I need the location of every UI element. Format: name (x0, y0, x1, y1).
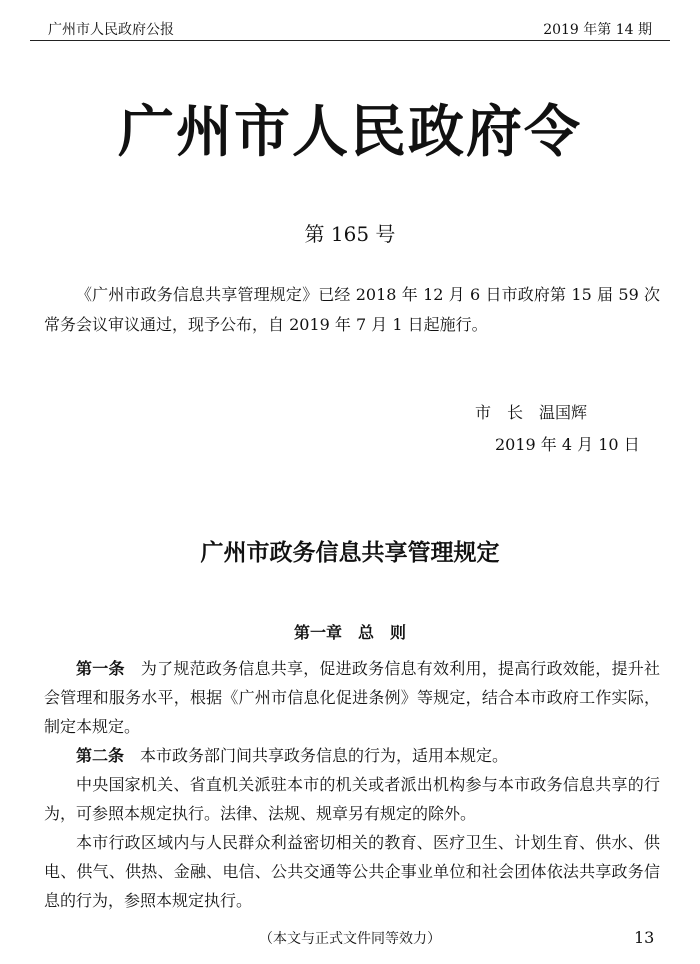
chapter-heading: 第一章 总 则 (293, 623, 406, 642)
article-label: 第二条 (76, 746, 125, 765)
article-text: 本市政务部门间共享政务信息的行为，适用本规定。 (140, 746, 509, 765)
decree-number: 第 165 号 (304, 222, 396, 246)
regulation-title: 广州市政务信息共享管理规定 (200, 540, 500, 566)
article-text: 中央国家机关、省直机关派驻本市的机关或者派出机构参与本市政务信息共享的行为，可参照本规定执行。法律、法规、规章另有规定的除外。 (44, 775, 660, 823)
article-paragraph (44, 828, 660, 915)
decree-title: 广州市人民政府令 (118, 100, 582, 165)
articles-body (44, 654, 660, 915)
footer-note: （本文与正式文件同等效力） (259, 931, 441, 947)
gazette-name: 广州市人民政府公报 (48, 22, 174, 38)
article-paragraph (44, 741, 660, 770)
article-text: 为了规范政务信息共享，促进政务信息有效利用，提高行政效能，提升社会管理和服务水平，根据《广州市信息化促进条例》等规定，结合本市政府工作实际，制定本规定。 (44, 659, 660, 736)
page-header (30, 14, 670, 41)
issue-number: 2019 年第 14 期 (543, 22, 652, 38)
announcement-paragraph: 《广州市政务信息共享管理规定》已经 2018 年 12 月 6 日市政府第 15 届 59 次常务会议审议通过，现予公布，自 2019 年 7 月 1 日起施行。 (44, 285, 660, 334)
decree-date: 2019 年 4 月 10 日 (495, 435, 640, 454)
mayor-signature: 市 长 温国辉 (475, 403, 588, 422)
article-text: 本市行政区域内与人民群众利益密切相关的教育、医疗卫生、计划生育、供水、供电、供气、供热、金融、电信、公共交通等公共企事业单位和社会团体依法共享政务信息的行为，参照本规定执行。 (44, 833, 660, 910)
page-number: 13 (634, 928, 655, 947)
article-paragraph (44, 654, 660, 741)
article-paragraph (44, 770, 660, 828)
article-label: 第一条 (76, 659, 125, 678)
